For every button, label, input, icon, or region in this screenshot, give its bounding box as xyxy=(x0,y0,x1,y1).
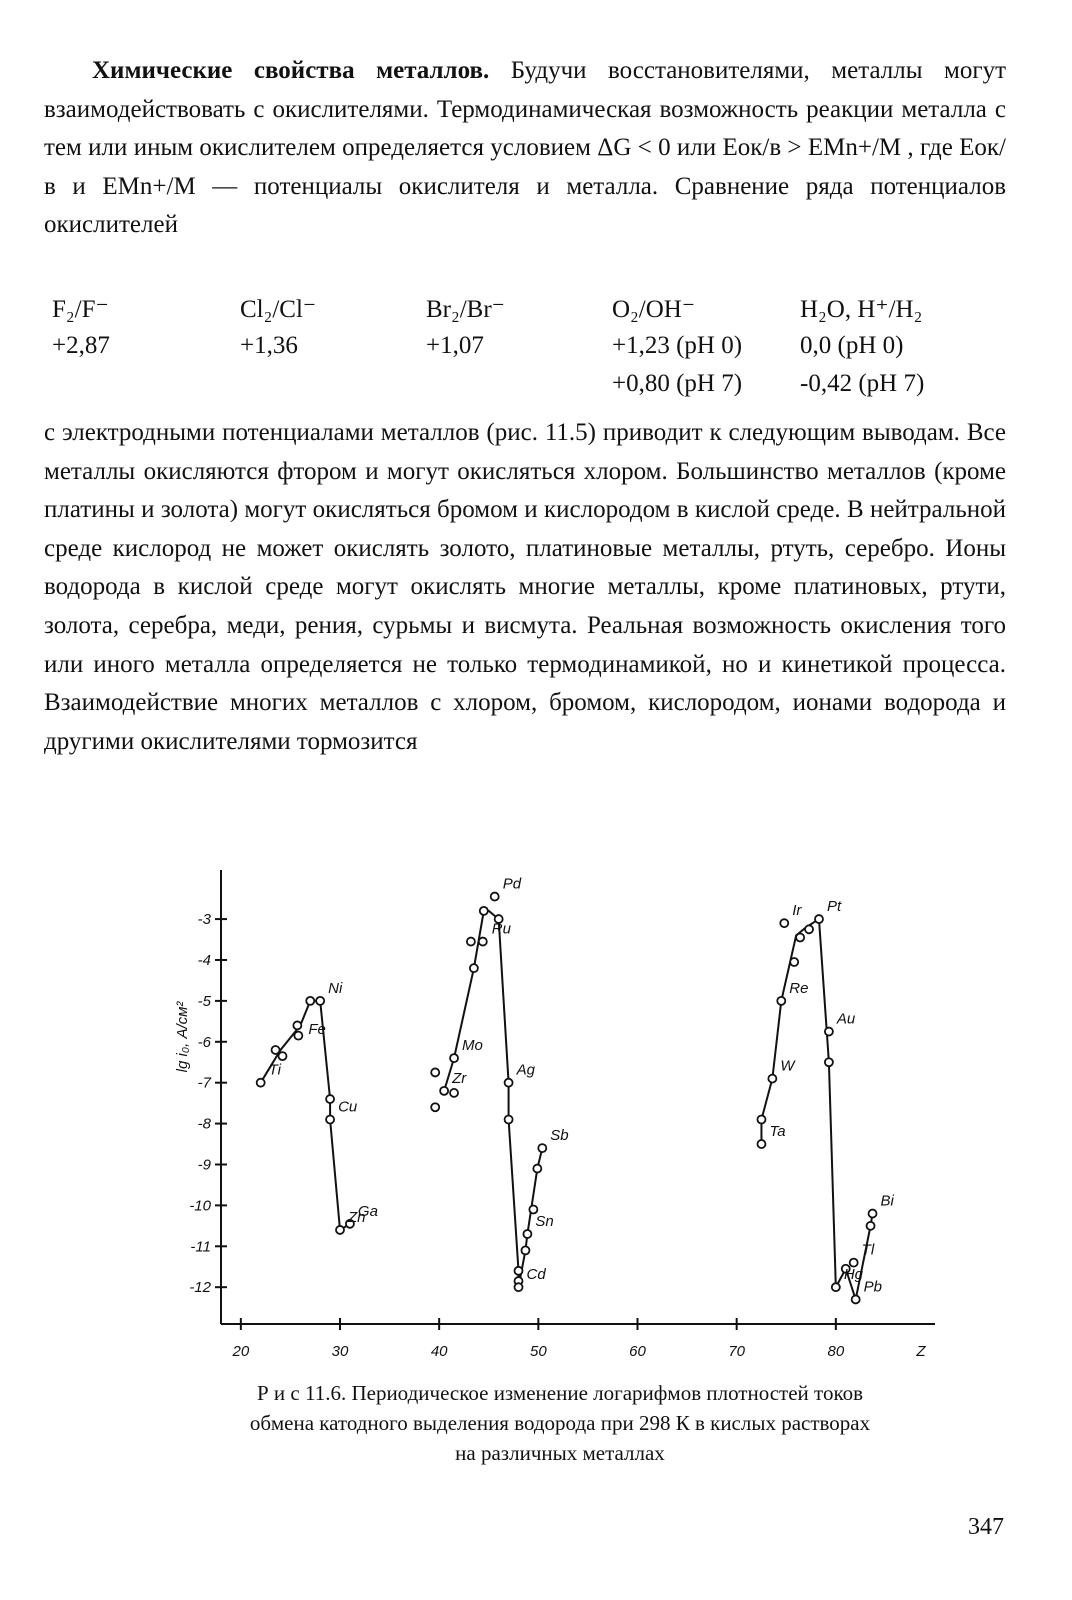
caption-line: Р и с 11.6. Периодическое изменение логарифмов плотностей токов xyxy=(257,1381,863,1405)
element-label: Mo xyxy=(462,1037,483,1055)
element-label: Au xyxy=(836,1010,856,1028)
data-point xyxy=(278,1052,286,1060)
table-cell: +1,23 (pH 0) xyxy=(612,332,743,359)
data-point xyxy=(533,1165,541,1173)
element-label: Ni xyxy=(328,979,343,997)
element-label: Cd xyxy=(526,1266,546,1284)
data-point xyxy=(796,933,804,941)
table-header-cell: F₂/F⁻ xyxy=(52,296,109,323)
x-axis-label: Z xyxy=(916,1343,926,1360)
page-number: 347 xyxy=(968,1514,1004,1540)
element-label: Cu xyxy=(338,1098,358,1116)
paragraph-intro-text: Будучи восстановителями, металлы могут взаимодействовать с окислителями. Термодинамическая возможность реакции металла с тем или иным окислителем определяется условием ΔG < 0 или Eок/в > EMn+/M , где Eок/в и EMn+/M — потенциалы окислителя и металла. Сравнение ряда потенциалов окислителей xyxy=(44,57,1006,239)
element-label: Bi xyxy=(880,1192,894,1210)
data-point xyxy=(777,997,785,1005)
data-point xyxy=(293,1021,301,1029)
data-point xyxy=(515,1267,523,1275)
y-tick-label: -5 xyxy=(197,992,211,1010)
data-point xyxy=(257,1079,265,1087)
potentials-row xyxy=(44,370,1006,406)
data-point xyxy=(523,1230,531,1238)
element-label: W xyxy=(780,1057,795,1075)
data-point xyxy=(768,1075,776,1083)
x-tick-label: 50 xyxy=(529,1343,547,1360)
y-tick-label: -8 xyxy=(197,1115,211,1133)
data-point xyxy=(825,1058,833,1066)
element-label: Hg xyxy=(843,1266,864,1284)
table-cell: +2,87 xyxy=(52,332,110,359)
table-header-cell: Br₂/Br⁻ xyxy=(426,296,505,323)
element-label: Re xyxy=(789,979,809,997)
element-label: Ta xyxy=(769,1123,786,1141)
series-line xyxy=(261,1001,350,1230)
data-point xyxy=(306,997,314,1005)
data-point xyxy=(867,1222,875,1230)
data-point xyxy=(790,958,798,966)
data-point xyxy=(470,964,478,972)
table-cell: +1,07 xyxy=(426,332,484,359)
data-point xyxy=(336,1226,344,1234)
caption-line: обмена катодного выделения водорода при 298 К в кислых растворах xyxy=(249,1411,871,1435)
data-point xyxy=(479,938,487,946)
data-point xyxy=(294,1032,302,1040)
table-cell: +0,80 (pH 7) xyxy=(612,370,743,397)
data-point xyxy=(757,1115,765,1123)
y-tick-label: -9 xyxy=(197,1156,211,1174)
data-point xyxy=(757,1140,765,1148)
table-cell: +1,36 xyxy=(240,332,298,359)
y-tick-label: -4 xyxy=(197,951,211,969)
data-point xyxy=(505,1079,513,1087)
x-tick-label: 80 xyxy=(827,1343,845,1360)
data-point xyxy=(316,997,324,1005)
table-cell: 0,0 (pH 0) xyxy=(800,332,904,359)
data-point xyxy=(450,1054,458,1062)
y-tick-label: -12 xyxy=(189,1279,211,1297)
element-label: Sb xyxy=(550,1127,569,1145)
element-label: Pt xyxy=(826,898,842,916)
data-point xyxy=(780,919,788,927)
data-point xyxy=(825,1028,833,1036)
table-header-cell: H₂O, H⁺/H₂ xyxy=(800,296,923,323)
table-header-cell: O₂/OH⁻ xyxy=(612,296,696,323)
element-label: Pb xyxy=(863,1278,883,1296)
table-cell: -0,42 (pH 7) xyxy=(800,370,925,397)
x-tick-label: 20 xyxy=(232,1343,250,1360)
caption-line: на различных металлах xyxy=(455,1441,665,1465)
y-tick-label: -3 xyxy=(197,911,211,929)
element-label: Sn xyxy=(535,1213,554,1231)
potentials-header-row xyxy=(44,294,1006,330)
paragraph-body: с электродными потенциалами металлов (рис. 11.5) приводит к следующим выводам. Все металлы окисляются фтором и могут окисляться хлором. Большинство металлов (кроме платины и золота) могут окисляться бромом и кислородом в кислой среде. В нейтральной среде кислород не может окислять золото, платиновые металлы, ртуть, серебро. Ионы водорода в кислой среде могут окислять многие металлы, кроме платиновых, ртути, золота, серебра, меди, рения, сурьмы и висмута. Реальная возможность окисления того или иного металла определяется не только термодинамикой, но и кинетикой процесса. Взаимодействие многих металлов с хлором, бромом, кислородом, ионами водорода и другими окислителями тормозится xyxy=(44,419,1006,755)
element-label: Fe xyxy=(308,1020,326,1038)
data-point xyxy=(326,1115,334,1123)
data-point xyxy=(431,1103,439,1111)
y-tick-label: -10 xyxy=(189,1197,211,1215)
y-axis-label: lg i₀, А/см² xyxy=(174,1001,191,1073)
element-label: Ga xyxy=(357,1202,378,1220)
x-tick-label: 70 xyxy=(728,1343,746,1360)
element-label: Zn xyxy=(348,1208,366,1226)
data-point xyxy=(869,1210,877,1218)
data-point xyxy=(815,915,823,923)
figure-caption xyxy=(140,1378,980,1468)
figure-chart xyxy=(165,862,955,1374)
data-point xyxy=(480,907,488,915)
data-point xyxy=(440,1087,448,1095)
x-tick-label: 60 xyxy=(629,1343,646,1360)
series-line xyxy=(761,919,872,1299)
x-tick-label: 40 xyxy=(430,1343,448,1360)
data-point xyxy=(505,1115,513,1123)
section-heading: Химические свойства металлов. xyxy=(92,57,490,84)
data-point xyxy=(431,1068,439,1076)
table-header-cell: Cl₂/Cl⁻ xyxy=(240,296,317,323)
x-tick-label: 30 xyxy=(331,1343,349,1360)
data-point xyxy=(491,893,499,901)
data-point xyxy=(515,1283,523,1291)
element-label: Ru xyxy=(491,920,511,938)
element-label: Ir xyxy=(792,902,802,920)
y-tick-label: -11 xyxy=(190,1238,211,1256)
exchange-current-chart xyxy=(165,862,955,1374)
y-tick-label: -6 xyxy=(197,1033,211,1051)
data-point xyxy=(832,1283,840,1291)
element-label: Ag xyxy=(516,1061,535,1079)
data-point xyxy=(805,925,813,933)
paragraph-intro xyxy=(44,52,1006,245)
y-tick-label: -7 xyxy=(197,1074,211,1092)
element-label: Zr xyxy=(452,1069,467,1087)
potentials-row xyxy=(44,332,1006,368)
data-point xyxy=(450,1089,458,1097)
data-point xyxy=(272,1046,280,1054)
data-point xyxy=(852,1295,860,1303)
data-point xyxy=(538,1144,546,1152)
data-point xyxy=(326,1095,334,1103)
element-label: Ti xyxy=(268,1061,282,1079)
element-label: Tl xyxy=(861,1241,875,1259)
element-label: Pd xyxy=(502,875,522,893)
data-point xyxy=(467,938,475,946)
data-point xyxy=(521,1246,529,1254)
